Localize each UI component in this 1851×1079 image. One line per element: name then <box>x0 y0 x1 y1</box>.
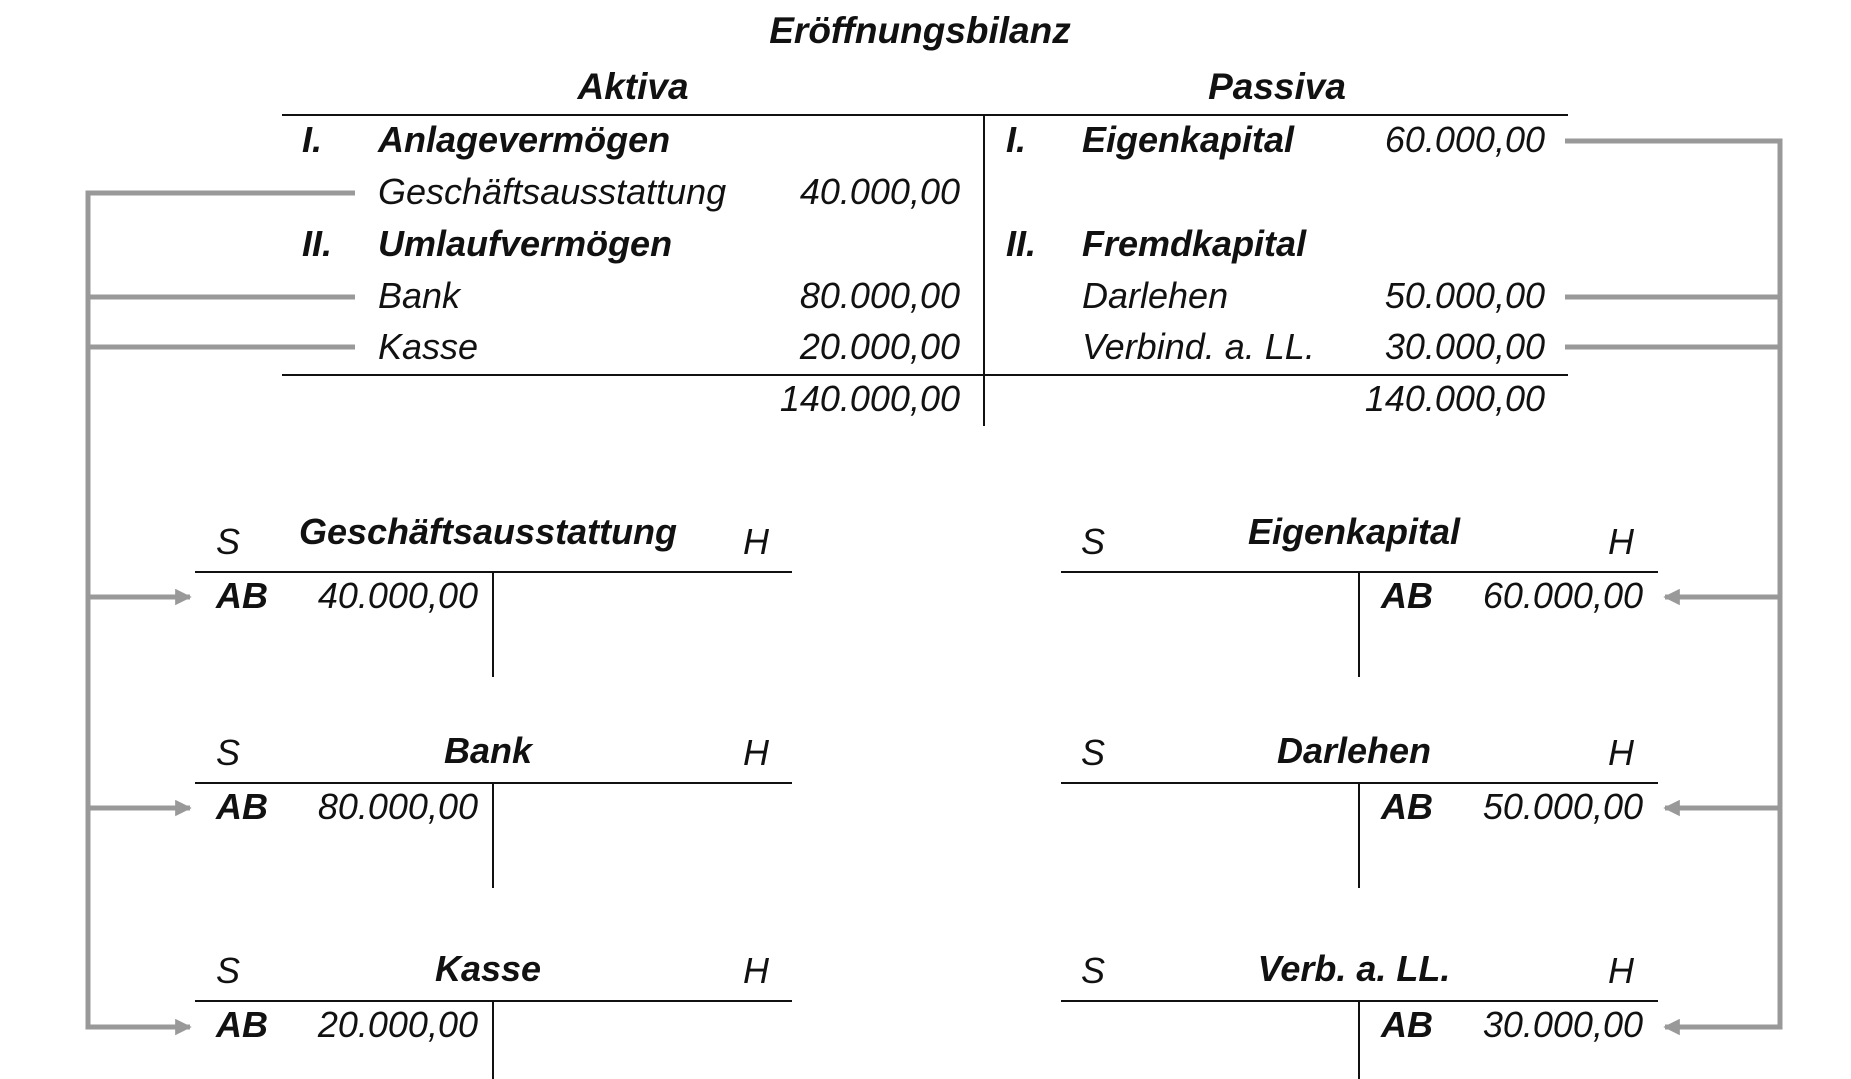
aktiva-value-kasse: 20.000,00 <box>799 326 960 367</box>
aktiva-section-1-numeral: I. <box>302 119 323 160</box>
passiva-value-eigenkapital: 60.000,00 <box>1384 119 1545 160</box>
credit-label: H <box>743 732 769 773</box>
passiva-section-1-numeral: I. <box>1006 119 1027 160</box>
aktiva-section-2-label: Umlaufvermögen <box>378 223 673 264</box>
aktiva-header: Aktiva <box>577 66 689 107</box>
entry-value: 20.000,00 <box>317 1004 478 1045</box>
entry-label: AB <box>1381 1004 1433 1045</box>
passiva-value-darlehen: 50.000,00 <box>1384 275 1545 316</box>
account-title: Eigenkapital <box>1247 511 1461 552</box>
t-account-center-line <box>492 782 494 888</box>
balance-title: Eröffnungsbilanz <box>769 10 1071 51</box>
entry-label: AB <box>1381 786 1433 827</box>
entry-label: AB <box>216 1004 268 1045</box>
aktiva-item-geschaeftsausstattung: Geschäftsausstattung <box>378 171 727 212</box>
debit-label: S <box>216 950 241 991</box>
t-account-center-line <box>492 571 494 677</box>
passiva-header: Passiva <box>1208 66 1346 107</box>
credit-label: H <box>1608 950 1634 991</box>
aktiva-value-geschaeftsausstattung: 40.000,00 <box>799 171 960 212</box>
entry-value: 50.000,00 <box>1482 786 1643 827</box>
account-title: Bank <box>443 730 533 771</box>
balance-center-line <box>983 114 985 426</box>
account-title: Verb. a. LL. <box>1257 948 1451 989</box>
passiva-section-1-label: Eigenkapital <box>1082 119 1295 160</box>
aktiva-total: 140.000,00 <box>779 378 960 419</box>
credit-label: H <box>743 521 769 562</box>
credit-label: H <box>743 950 769 991</box>
entry-label: AB <box>1381 575 1433 616</box>
aktiva-section-1-label: Anlagevermögen <box>378 119 671 160</box>
t-account-center-line <box>1358 1000 1360 1079</box>
aktiva-section-2-numeral: II. <box>302 223 333 264</box>
t-account-center-line <box>1358 782 1360 888</box>
credit-label: H <box>1608 521 1634 562</box>
entry-value: 80.000,00 <box>317 786 478 827</box>
entry-label: AB <box>216 786 268 827</box>
account-title: Darlehen <box>1276 730 1432 771</box>
passiva-item-verbind: Verbind. a. LL. <box>1082 326 1315 367</box>
credit-label: H <box>1608 732 1634 773</box>
passiva-value-verbind: 30.000,00 <box>1384 326 1545 367</box>
debit-label: S <box>216 521 241 562</box>
passiva-section-2-numeral: II. <box>1006 223 1037 264</box>
account-title: Geschäftsausstattung <box>298 511 678 552</box>
passiva-total: 140.000,00 <box>1364 378 1545 419</box>
t-account-center-line <box>492 1000 494 1079</box>
account-title: Kasse <box>434 948 542 989</box>
entry-value: 60.000,00 <box>1482 575 1643 616</box>
passiva-item-darlehen: Darlehen <box>1082 275 1229 316</box>
debit-label: S <box>1081 950 1106 991</box>
entry-label: AB <box>216 575 268 616</box>
t-account-center-line <box>1358 571 1360 677</box>
entry-value: 30.000,00 <box>1482 1004 1643 1045</box>
debit-label: S <box>216 732 241 773</box>
entry-value: 40.000,00 <box>317 575 478 616</box>
aktiva-item-bank: Bank <box>378 275 461 316</box>
aktiva-item-kasse: Kasse <box>378 326 479 367</box>
debit-label: S <box>1081 732 1106 773</box>
aktiva-value-bank: 80.000,00 <box>799 275 960 316</box>
balance-top-line <box>282 114 1568 116</box>
balance-total-line <box>282 374 1568 376</box>
passiva-section-2-label: Fremdkapital <box>1082 223 1307 264</box>
debit-label: S <box>1081 521 1106 562</box>
